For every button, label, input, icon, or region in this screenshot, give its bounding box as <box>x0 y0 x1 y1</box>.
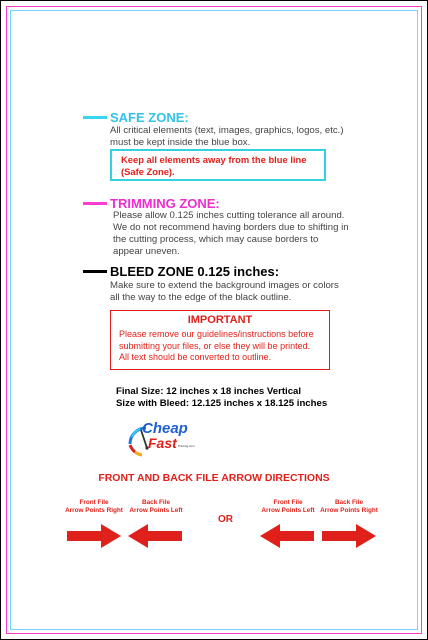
trimming-zone-line2: We do not recommend having borders due to shifting in <box>113 222 349 233</box>
safe-zone-title: SAFE ZONE: <box>110 110 189 125</box>
bleed-zone-line2: all the way to the edge of the black outline. <box>110 292 292 303</box>
trimming-zone-line1: Please allow 0.125 inches cutting tolerance all around. <box>113 210 345 221</box>
safe-zone-description <box>110 125 344 149</box>
right-back-label-line2: Arrow Points Right <box>320 506 378 514</box>
important-title: IMPORTANT <box>187 314 253 326</box>
bleed-zone-description <box>110 280 339 304</box>
safe-zone-notice-box <box>110 149 326 181</box>
trimming-zone-title: TRIMMING ZONE: <box>110 196 220 211</box>
left-back-label-line1: Back File <box>141 499 171 506</box>
bleed-zone-line1: Make sure to extend the background images or colors <box>110 280 339 291</box>
logo-word-printing: Printing.com <box>178 444 195 448</box>
arrow-right-icon <box>67 524 121 548</box>
logo-word-cheap: Cheap <box>142 420 188 437</box>
left-front-label-line2: Arrow Points Right <box>65 506 123 514</box>
trimming-zone-line3: the cutting process, which may cause borders to <box>113 234 319 245</box>
right-back-label-line1: Back File <box>334 499 364 506</box>
safe-zone-swatch <box>83 116 107 119</box>
safe-zone-notice-line2: (Safe Zone). <box>121 166 175 177</box>
left-back-label <box>121 499 191 514</box>
final-size: Final Size: 12 inches x 18 inches Vertical <box>116 386 302 397</box>
important-text <box>119 329 329 364</box>
right-front-label-line1: Front File <box>273 499 303 506</box>
bleed-size: Size with Bleed: 12.125 inches x 18.125 inches <box>116 398 328 409</box>
important-line2: submitting your files, or else they will be printed. <box>119 340 311 351</box>
left-front-label <box>59 499 129 514</box>
trimming-zone-line4: appear uneven. <box>113 246 180 257</box>
right-front-label-line2: Arrow Points Left <box>261 506 315 514</box>
important-box <box>110 310 330 370</box>
arrow-left-icon <box>128 524 182 548</box>
arrow-directions-title: FRONT AND BACK FILE ARROW DIRECTIONS <box>98 472 330 484</box>
bleed-zone-title: BLEED ZONE 0.125 inches: <box>110 264 280 279</box>
arrow-right-icon <box>322 524 376 548</box>
safe-zone-notice-line1: Keep all elements away from the blue line <box>121 154 307 165</box>
trimming-zone-swatch <box>83 202 107 205</box>
arrow-left-icon <box>260 524 314 548</box>
important-line3: All text should be converted to outline. <box>119 352 272 362</box>
bleed-zone-swatch <box>83 270 107 273</box>
left-back-label-line2: Arrow Points Left <box>129 506 183 514</box>
right-front-label <box>253 499 323 514</box>
or-separator: OR <box>218 514 233 525</box>
safe-zone-line1: All critical elements (text, images, graphics, logos, etc.) <box>110 125 344 136</box>
trimming-zone-description <box>113 210 349 258</box>
safe-zone-line2: must be kept inside the blue box. <box>110 137 251 148</box>
company-logo <box>126 418 216 458</box>
left-front-label-line1: Front File <box>79 499 109 506</box>
right-back-label <box>314 499 384 514</box>
logo-word-fast: Fast <box>148 435 177 451</box>
important-line1: Please remove our guidelines/instructions before <box>119 329 314 339</box>
